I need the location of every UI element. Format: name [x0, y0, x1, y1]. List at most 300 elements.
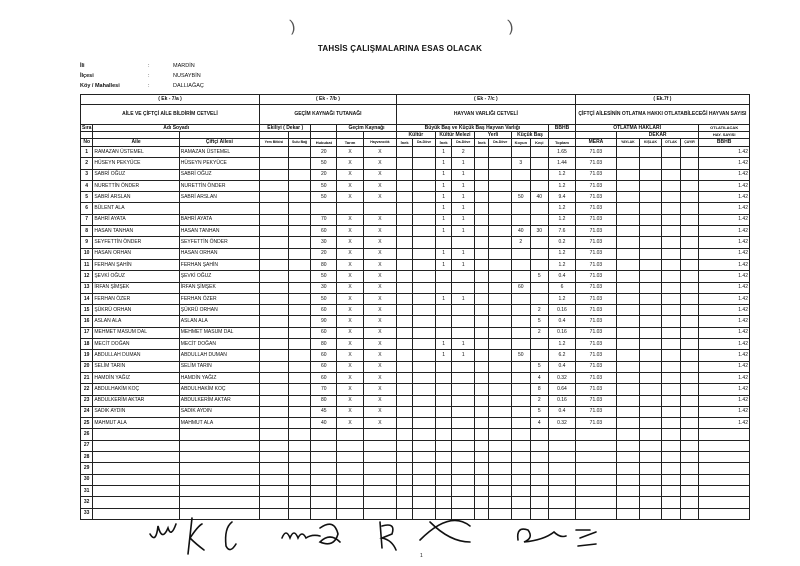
- meta-colon: :: [148, 83, 150, 89]
- aile-header: Aile: [93, 139, 179, 147]
- cell-km-da: 1: [452, 180, 475, 191]
- cell-ciftci: [179, 203, 259, 214]
- cell-hububat: 20: [311, 169, 337, 180]
- cell-bbhb: 1.42: [699, 237, 750, 248]
- cell-mera: 71.03: [575, 406, 616, 417]
- cell-km-da: [452, 237, 475, 248]
- cell-hububat: [311, 474, 337, 485]
- cell-hububat: 60: [311, 350, 337, 361]
- cell-toplam: [549, 485, 576, 496]
- cell-keci: [530, 169, 549, 180]
- cell-km-inek: 1: [435, 192, 451, 203]
- cell-hayvan: X: [363, 158, 396, 169]
- cell-aile: ŞÜKRÜ ORHAN: [93, 305, 179, 316]
- cell-hububat: 30: [311, 237, 337, 248]
- cell-aile: MEHMET MASUM DAL: [93, 327, 179, 338]
- cell-bbhb: [699, 429, 750, 440]
- cell-tarim: X: [337, 271, 364, 282]
- cell-koyun: [512, 497, 531, 508]
- cell-toplam: 1.2: [549, 339, 576, 350]
- cell-km-da: [452, 316, 475, 327]
- table-row: [81, 282, 750, 293]
- cell-km-da: 1: [452, 350, 475, 361]
- cell-km-inek: 1: [435, 169, 451, 180]
- yaylak-header: YAYLAK: [617, 139, 640, 147]
- cell-keci: [530, 350, 549, 361]
- hububat-header: Hububat: [311, 139, 337, 147]
- cell-km-inek: 1: [435, 248, 451, 259]
- table-row: [81, 271, 750, 282]
- cell-mera: [575, 440, 616, 451]
- cell-keci: [530, 339, 549, 350]
- signature-8: [518, 529, 566, 542]
- cell-tarim: X: [337, 293, 364, 304]
- cell-km-inek: [435, 474, 451, 485]
- cell-keci: 2: [530, 305, 549, 316]
- cell-km-da: [452, 271, 475, 282]
- cell-tarim: X: [337, 384, 364, 395]
- cell-km-da: 1: [452, 259, 475, 270]
- cell-hububat: 40: [311, 418, 337, 429]
- cell-aile: ASLAN ALA: [93, 316, 179, 327]
- signature-7: [420, 520, 470, 542]
- cell-km-da: 1: [452, 192, 475, 203]
- cell-koyun: [512, 452, 531, 463]
- cell-no: 5: [81, 192, 93, 203]
- cell-koyun: [512, 372, 531, 383]
- cell-ciftci: SADIK AYDIN: [179, 406, 259, 417]
- cell-km-inek: 1: [435, 350, 451, 361]
- cell-tarim: X: [337, 282, 364, 293]
- cell-mera: 71.03: [575, 259, 616, 270]
- cell-tarim: X: [337, 259, 364, 270]
- signatures: [0, 508, 800, 564]
- cell-toplam: 0.2: [549, 237, 576, 248]
- cell-keci: [530, 474, 549, 485]
- gecim-kaynagi-header: Geçim Kaynağı: [337, 125, 397, 132]
- cell-mera: 71.03: [575, 282, 616, 293]
- tarim-header: Tarım: [337, 139, 364, 147]
- cell-aile: MAHMUT ALA: [93, 418, 179, 429]
- cell-aile: BÜLENT ALA: [93, 203, 179, 214]
- cell-tarim: [337, 440, 364, 451]
- cell-no: 17: [81, 327, 93, 338]
- cell-km-da: [452, 429, 475, 440]
- cell-keci: 5: [530, 406, 549, 417]
- adi-soyadi-header: Adı Soyadı: [93, 125, 260, 132]
- cell-km-inek: 1: [435, 147, 451, 158]
- page-title: TAHSİS ÇALIŞMALARINA ESAS OLACAK: [317, 44, 483, 53]
- cell-mera: 71.03: [575, 158, 616, 169]
- cell-hububat: 60: [311, 305, 337, 316]
- cell-koyun: [512, 463, 531, 474]
- ek7a-label: ( Ek - 7/a ): [81, 95, 260, 105]
- table-row: [81, 158, 750, 169]
- cell-aile: RAMAZAN ÜSTEMEL: [93, 147, 179, 158]
- cell-hububat: 50: [311, 180, 337, 191]
- meta-colon: :: [148, 63, 150, 69]
- meta-label: İli: [80, 63, 85, 69]
- cell-tarim: X: [337, 339, 364, 350]
- cell-bbhb: [699, 463, 750, 474]
- cell-hayvan: X: [363, 406, 396, 417]
- table-row: [81, 384, 750, 395]
- cell-koyun: [512, 147, 531, 158]
- cell-hayvan: X: [363, 169, 396, 180]
- cell-mera: 71.03: [575, 327, 616, 338]
- table-row: [81, 463, 750, 474]
- cell-keci: [530, 452, 549, 463]
- cell-km-inek: [435, 361, 451, 372]
- no-header: No: [81, 139, 93, 147]
- cell-keci: [530, 214, 549, 225]
- cell-toplam: 7.6: [549, 226, 576, 237]
- cell-keci: [530, 463, 549, 474]
- cell-no: 21: [81, 372, 93, 383]
- cell-ciftci: [179, 452, 259, 463]
- cell-ciftci: ŞÜKRÜ ORHAN: [179, 305, 259, 316]
- cell-keci: [530, 440, 549, 451]
- cell-no: 33: [81, 508, 93, 519]
- cell-bbhb: 1.42: [699, 180, 750, 191]
- cell-mera: 71.03: [575, 350, 616, 361]
- cell-toplam: 0.32: [549, 418, 576, 429]
- cell-bbhb: [699, 497, 750, 508]
- cell-ciftci: İRFAN ŞİMŞEK: [179, 282, 259, 293]
- cell-no: 3: [81, 169, 93, 180]
- cell-km-da: 1: [452, 203, 475, 214]
- table-row: [81, 192, 750, 203]
- cell-hayvan: [363, 463, 396, 474]
- cell-hayvan: X: [363, 293, 396, 304]
- cell-tarim: X: [337, 305, 364, 316]
- cell-no: 7: [81, 214, 93, 225]
- cell-toplam: 1.2: [549, 259, 576, 270]
- cell-ciftci: HAMDİN YAĞIZ: [179, 372, 259, 383]
- dekar-header: DEKAR: [617, 132, 699, 139]
- cell-koyun: [512, 440, 531, 451]
- keci-header: Keçi: [530, 139, 549, 147]
- cell-mera: 71.03: [575, 418, 616, 429]
- cell-hububat: 60: [311, 327, 337, 338]
- cell-toplam: 0.16: [549, 395, 576, 406]
- cell-toplam: 1.44: [549, 158, 576, 169]
- cell-koyun: [512, 429, 531, 440]
- cell-no: 20: [81, 361, 93, 372]
- cell-hayvan: [363, 429, 396, 440]
- cell-tarim: [337, 203, 364, 214]
- cell-tarim: [337, 497, 364, 508]
- ekiliyi-header: Ekiliyi ( Dekar ): [260, 125, 311, 132]
- cell-aile: MECİT DOĞAN: [93, 339, 179, 350]
- cell-km-inek: [435, 395, 451, 406]
- cell-aile: FERHAN ÖZER: [93, 293, 179, 304]
- cell-koyun: [512, 395, 531, 406]
- cell-tarim: X: [337, 361, 364, 372]
- aile-section-title: AİLE VE ÇİFTÇİ AİLE BİLDİRİM CETVELİ: [81, 105, 260, 125]
- cell-mera: 71.03: [575, 226, 616, 237]
- cell-hayvan: X: [363, 192, 396, 203]
- cell-bbhb: 1.42: [699, 406, 750, 417]
- cell-ciftci: HASAN ORHAN: [179, 248, 259, 259]
- cell-no: 23: [81, 395, 93, 406]
- cell-keci: [530, 282, 549, 293]
- cell-toplam: 1.2: [549, 180, 576, 191]
- cell-tarim: X: [337, 237, 364, 248]
- cell-aile: ABDULKERİM AKTAR: [93, 395, 179, 406]
- cell-bbhb: 1.42: [699, 271, 750, 282]
- otlatma-haklari-header: OTLATMA HAKLARI: [575, 125, 698, 132]
- table-row: [81, 169, 750, 180]
- ek7b-label: ( Ek - 7/b ): [260, 95, 397, 105]
- cell-koyun: [512, 214, 531, 225]
- cell-aile: SEYFETTİN ÖNDER: [93, 237, 179, 248]
- cell-km-da: 1: [452, 158, 475, 169]
- cell-bbhb: 1.42: [699, 361, 750, 372]
- cell-toplam: 1.2: [549, 293, 576, 304]
- meta-value: DALLIAĞAÇ: [173, 83, 204, 89]
- cell-hububat: [311, 463, 337, 474]
- toplam-header: Toplam: [549, 139, 576, 147]
- cell-bbhb: 1.42: [699, 147, 750, 158]
- bbhb-header: BBHB: [699, 139, 750, 147]
- cell-km-da: [452, 327, 475, 338]
- cayir-header: ÇAYIR: [680, 139, 699, 147]
- cell-aile: SABRİ OĞUZ: [93, 169, 179, 180]
- cell-mera: [575, 474, 616, 485]
- cell-hububat: 20: [311, 248, 337, 259]
- cell-km-inek: [435, 463, 451, 474]
- cell-aile: İRFAN ŞİMŞEK: [93, 282, 179, 293]
- cell-no: 10: [81, 248, 93, 259]
- cell-tarim: X: [337, 158, 364, 169]
- cell-mera: 71.03: [575, 316, 616, 327]
- table-row: [81, 474, 750, 485]
- cell-toplam: [549, 474, 576, 485]
- cell-km-inek: [435, 372, 451, 383]
- cell-tarim: X: [337, 180, 364, 191]
- cell-km-inek: 1: [435, 226, 451, 237]
- cell-no: 12: [81, 271, 93, 282]
- table-row: [81, 395, 750, 406]
- cell-ciftci: ŞEVKİ OĞUZ: [179, 271, 259, 282]
- cell-no: 4: [81, 180, 93, 191]
- cell-toplam: 0.4: [549, 361, 576, 372]
- cell-toplam: 6: [549, 282, 576, 293]
- cell-bbhb: 1.42: [699, 327, 750, 338]
- cell-koyun: [512, 203, 531, 214]
- table-row: [81, 293, 750, 304]
- cell-ciftci: SABRİ OĞUZ: [179, 169, 259, 180]
- cell-keci: [530, 485, 549, 496]
- cell-bbhb: 1.42: [699, 203, 750, 214]
- cell-hububat: 80: [311, 259, 337, 270]
- cell-koyun: 50: [512, 350, 531, 361]
- cell-aile: BAHRİ AYATA: [93, 214, 179, 225]
- cell-toplam: 9.4: [549, 192, 576, 203]
- cell-km-da: [452, 395, 475, 406]
- kucuk-bas-header: Küçük Baş: [512, 132, 549, 139]
- cell-koyun: [512, 180, 531, 191]
- cell-bbhb: 1.42: [699, 418, 750, 429]
- cell-tarim: X: [337, 395, 364, 406]
- cell-toplam: 0.4: [549, 271, 576, 282]
- cell-hayvan: X: [363, 418, 396, 429]
- cell-km-inek: 1: [435, 158, 451, 169]
- cell-aile: HAMDİN YAĞIZ: [93, 372, 179, 383]
- cell-tarim: X: [337, 418, 364, 429]
- cell-toplam: [549, 497, 576, 508]
- cell-aile: [93, 474, 179, 485]
- cell-km-inek: [435, 406, 451, 417]
- cell-bbhb: [699, 452, 750, 463]
- cell-hububat: [311, 429, 337, 440]
- cell-hububat: 70: [311, 214, 337, 225]
- cell-koyun: [512, 384, 531, 395]
- cell-hayvan: [363, 440, 396, 451]
- cell-hayvan: X: [363, 350, 396, 361]
- cell-aile: SADIK AYDIN: [93, 406, 179, 417]
- cell-km-inek: 1: [435, 293, 451, 304]
- cell-mera: 71.03: [575, 293, 616, 304]
- kultur-header: Kültür: [396, 132, 435, 139]
- cell-koyun: [512, 406, 531, 417]
- allocation-table: [80, 94, 750, 520]
- cell-ciftci: HÜSEYN PEKYÜCE: [179, 158, 259, 169]
- cell-bbhb: [699, 440, 750, 451]
- cell-keci: 4: [530, 418, 549, 429]
- signature-3: [226, 522, 236, 550]
- table-row: [81, 452, 750, 463]
- cell-hububat: 50: [311, 293, 337, 304]
- cell-keci: [530, 203, 549, 214]
- cell-no: 19: [81, 350, 93, 361]
- cell-bbhb: 1.42: [699, 248, 750, 259]
- cell-hububat: 50: [311, 192, 337, 203]
- cell-hayvan: X: [363, 214, 396, 225]
- cell-km-inek: 1: [435, 214, 451, 225]
- cell-km-da: 1: [452, 339, 475, 350]
- cell-km-da: 1: [452, 169, 475, 180]
- cell-aile: HASAN TANHAN: [93, 226, 179, 237]
- cell-bbhb: 1.42: [699, 384, 750, 395]
- cell-mera: 71.03: [575, 248, 616, 259]
- cell-bbhb: 1.42: [699, 259, 750, 270]
- table-row: [81, 339, 750, 350]
- cell-km-da: [452, 497, 475, 508]
- cell-toplam: 0.64: [549, 384, 576, 395]
- cell-km-inek: [435, 440, 451, 451]
- cell-hububat: 60: [311, 372, 337, 383]
- cell-hayvan: X: [363, 316, 396, 327]
- cell-ciftci: ASLAN ALA: [179, 316, 259, 327]
- cell-km-inek: [435, 316, 451, 327]
- cell-keci: [530, 259, 549, 270]
- cell-hayvan: X: [363, 226, 396, 237]
- cell-koyun: [512, 418, 531, 429]
- cell-ciftci: [179, 474, 259, 485]
- cell-km-inek: [435, 271, 451, 282]
- cell-keci: 5: [530, 361, 549, 372]
- cell-mera: 71.03: [575, 305, 616, 316]
- cell-keci: 2: [530, 327, 549, 338]
- cell-mera: [575, 429, 616, 440]
- cell-bbhb: 1.42: [699, 395, 750, 406]
- cell-hububat: 80: [311, 339, 337, 350]
- cell-no: 13: [81, 282, 93, 293]
- cell-hububat: 50: [311, 158, 337, 169]
- cell-hayvan: X: [363, 361, 396, 372]
- cell-hububat: [311, 452, 337, 463]
- cell-koyun: [512, 271, 531, 282]
- cell-ciftci: [179, 497, 259, 508]
- cell-no: 27: [81, 440, 93, 451]
- cell-toplam: 1.65: [549, 147, 576, 158]
- cell-tarim: X: [337, 248, 364, 259]
- meta-label: Köy / Mahallesi: [80, 83, 120, 89]
- cell-bbhb: 1.42: [699, 339, 750, 350]
- cell-hayvan: [363, 485, 396, 496]
- cell-koyun: 2: [512, 237, 531, 248]
- cell-mera: 71.03: [575, 169, 616, 180]
- cell-ciftci: MEHMET MASUM DAL: [179, 327, 259, 338]
- table-row: [81, 440, 750, 451]
- cell-hububat: [311, 440, 337, 451]
- cell-km-da: 1: [452, 293, 475, 304]
- cell-no: 31: [81, 485, 93, 496]
- cell-hayvan: X: [363, 259, 396, 270]
- cell-aile: FERHAN ŞAHİN: [93, 259, 179, 270]
- cell-aile: [93, 452, 179, 463]
- cell-km-inek: [435, 485, 451, 496]
- cell-koyun: [512, 485, 531, 496]
- cell-km-da: 1: [452, 214, 475, 225]
- table-row: [81, 485, 750, 496]
- ek7f-label: ( Ek.7f ): [575, 95, 749, 105]
- meta-colon: :: [148, 73, 150, 79]
- cell-mera: [575, 463, 616, 474]
- cell-km-da: [452, 452, 475, 463]
- punch-mark-left: ): [288, 17, 297, 36]
- cell-toplam: 0.4: [549, 406, 576, 417]
- yerli-header: Yerli: [475, 132, 512, 139]
- cell-keci: [530, 429, 549, 440]
- cell-km-inek: [435, 305, 451, 316]
- cell-keci: 8: [530, 384, 549, 395]
- cell-hayvan: X: [363, 282, 396, 293]
- cell-mera: 71.03: [575, 384, 616, 395]
- cell-hububat: 90: [311, 316, 337, 327]
- cell-bbhb: 1.42: [699, 293, 750, 304]
- buyuk-kucuk-header: Büyük Baş ve Küçük Baş Hayvan Varlığı: [396, 125, 548, 132]
- table-row: [81, 497, 750, 508]
- cell-koyun: [512, 169, 531, 180]
- cell-hayvan: X: [363, 395, 396, 406]
- table-row: [81, 305, 750, 316]
- ciftci-ailesi-header: Çiftçi Ailesi: [179, 139, 259, 147]
- yerli-inek-header: İnek: [475, 139, 489, 147]
- cell-no: 28: [81, 452, 93, 463]
- table-row: [81, 180, 750, 191]
- cell-tarim: X: [337, 214, 364, 225]
- cell-km-inek: [435, 418, 451, 429]
- cell-tarim: [337, 452, 364, 463]
- cell-ciftci: MECİT DOĞAN: [179, 339, 259, 350]
- cell-hububat: [311, 497, 337, 508]
- cell-no: 2: [81, 158, 93, 169]
- cell-keci: 2: [530, 395, 549, 406]
- cell-aile: [93, 463, 179, 474]
